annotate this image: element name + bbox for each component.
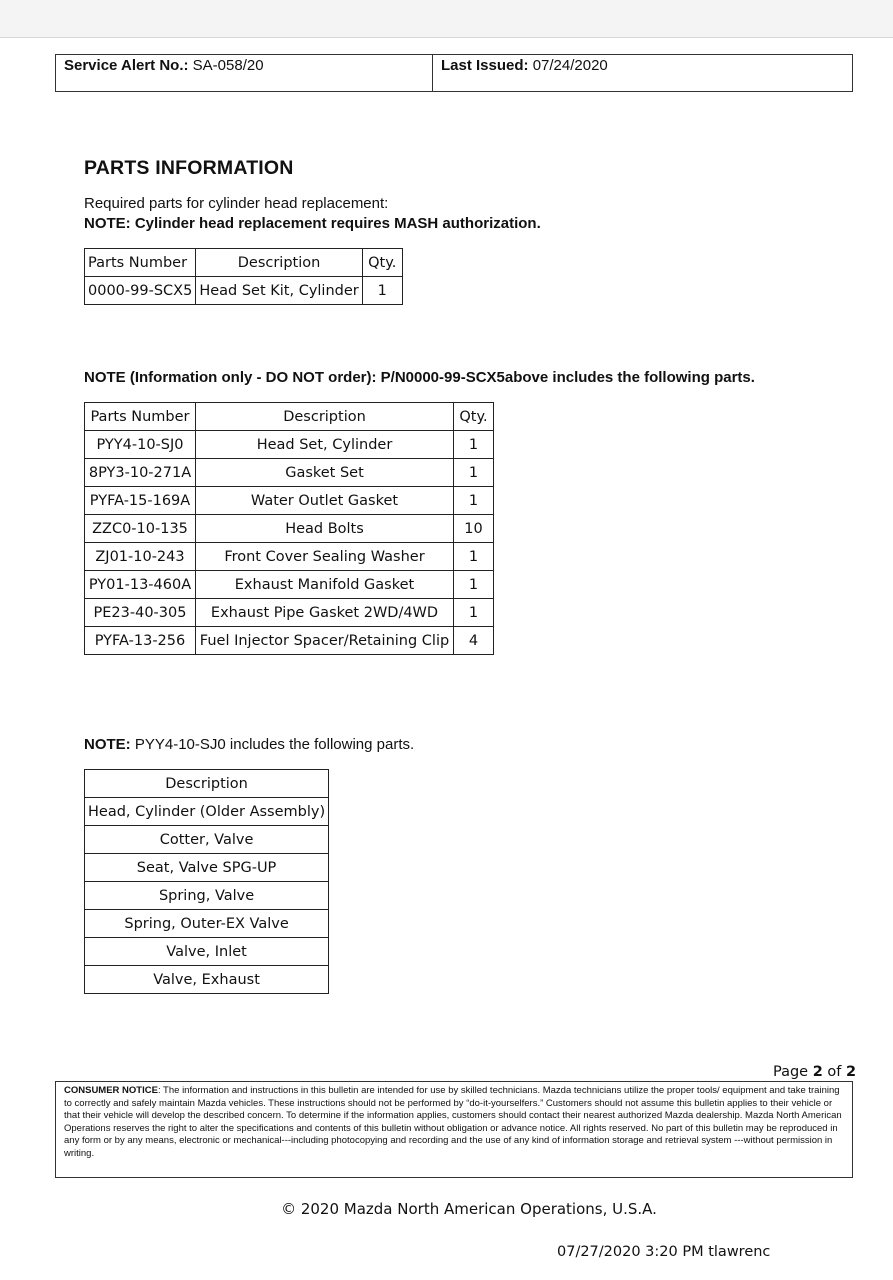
print-timestamp: 07/27/2020 3:20 PM tlawrenc: [557, 1244, 771, 1260]
column-header: Description: [85, 770, 329, 798]
table-row: [85, 487, 494, 515]
head-set-note: [84, 736, 414, 753]
note-label: NOTE:: [84, 736, 131, 753]
table-cell: Head Set Kit, Cylinder: [196, 277, 362, 305]
table-cell: ZZC0-10-135: [85, 515, 196, 543]
table-cell: 4: [454, 627, 494, 655]
mash-note: NOTE: Cylinder head replacement requires MASH authorization.: [84, 215, 541, 232]
parts-kit-table: [84, 248, 403, 305]
parts-intro: Required parts for cylinder head replacement:: [84, 195, 389, 212]
table-cell: 1: [362, 277, 402, 305]
table-row: [85, 431, 494, 459]
table-row: [85, 599, 494, 627]
table-row: [85, 882, 329, 910]
table-cell: PYY4-10-SJ0: [85, 431, 196, 459]
kit-contents-note: NOTE (Information only - DO NOT order): P/N0000-99-SCX5above includes the following parts.: [84, 369, 755, 386]
table-row: [85, 826, 329, 854]
table-row: [85, 910, 329, 938]
table-cell: 1: [454, 459, 494, 487]
page-word: Page: [773, 1064, 809, 1080]
head-set-contents-table: [84, 769, 329, 994]
kit-contents-table: [84, 402, 494, 655]
table-row: [85, 277, 403, 305]
table-cell: Valve, Exhaust: [85, 966, 329, 994]
table-header-row: [85, 403, 494, 431]
table-cell: Head Set, Cylinder: [196, 431, 454, 459]
table-cell: Valve, Inlet: [85, 938, 329, 966]
page-number: [773, 1064, 856, 1080]
table-cell: 1: [454, 599, 494, 627]
copyright-line: © 2020 Mazda North American Operations, U.S.A.: [281, 1200, 657, 1218]
table-header-row: [85, 249, 403, 277]
service-alert-value: SA-058/20: [192, 57, 264, 74]
table-cell: PY01-13-460A: [85, 571, 196, 599]
table-cell: Exhaust Manifold Gasket: [196, 571, 454, 599]
page-current: 2: [812, 1064, 823, 1080]
table-row: [85, 798, 329, 826]
page-total: 2: [846, 1064, 857, 1080]
table-cell: 0000-99-SCX5: [85, 277, 196, 305]
last-issued-label: Last Issued:: [441, 57, 529, 74]
column-header: Qty.: [362, 249, 402, 277]
table-row: [85, 854, 329, 882]
table-cell: Seat, Valve SPG-UP: [85, 854, 329, 882]
table-row: [85, 571, 494, 599]
table-cell: 10: [454, 515, 494, 543]
last-issued-value: 07/24/2020: [532, 57, 608, 74]
column-header: Qty.: [454, 403, 494, 431]
service-alert-cell: [56, 55, 433, 91]
column-header: Parts Number: [85, 249, 196, 277]
table-row: [85, 938, 329, 966]
table-cell: Cotter, Valve: [85, 826, 329, 854]
table-cell: Head Bolts: [196, 515, 454, 543]
table-cell: PYFA-15-169A: [85, 487, 196, 515]
table-row: [85, 627, 494, 655]
table-row: [85, 966, 329, 994]
table-cell: ZJ01-10-243: [85, 543, 196, 571]
table-cell: Gasket Set: [196, 459, 454, 487]
table-cell: PE23-40-305: [85, 599, 196, 627]
table-cell: Head, Cylinder (Older Assembly): [85, 798, 329, 826]
consumer-notice-text: : The information and instructions in this bulletin are intended for use by skilled technicians. Mazda technicians utilize the proper tools/ equipment and take training to correctly and safely maintain Mazda vehicles. These instructions should not be performed by “do-it-yourselfers.” Customers should not assume this bulletin applies to their vehicle or that their vehicle will develop the described concern. To determine if the information applies, customers should contact their nearest authorized Mazda dealership. Mazda North American Operations reserves the right to alter the specifications and contents of this bulletin without obligation or advance notice. All rights reserved. No part of this bulletin may be reproduced in any form or by any means, electronic or mechanical---including photocopying and recording and the use of any kind of information storage and retrieval system ---without permission in writing.: [64, 1085, 842, 1159]
table-cell: 8PY3-10-271A: [85, 459, 196, 487]
table-cell: Spring, Outer-EX Valve: [85, 910, 329, 938]
table-cell: Exhaust Pipe Gasket 2WD/4WD: [196, 599, 454, 627]
consumer-notice: [55, 1081, 853, 1178]
table-cell: Spring, Valve: [85, 882, 329, 910]
table-row: [85, 459, 494, 487]
page-of-word: of: [827, 1064, 842, 1080]
column-header: Parts Number: [85, 403, 196, 431]
table-cell: Front Cover Sealing Washer: [196, 543, 454, 571]
table-cell: Water Outlet Gasket: [196, 487, 454, 515]
column-header: Description: [196, 403, 454, 431]
table-cell: 1: [454, 431, 494, 459]
column-header: Description: [196, 249, 362, 277]
service-alert-label: Service Alert No.:: [64, 57, 189, 74]
consumer-notice-label: CONSUMER NOTICE: [64, 1085, 158, 1096]
header-box: [55, 54, 853, 92]
parts-information-heading: PARTS INFORMATION: [84, 157, 294, 179]
table-header-row: [85, 770, 329, 798]
table-cell: 1: [454, 571, 494, 599]
table-cell: 1: [454, 543, 494, 571]
table-cell: PYFA-13-256: [85, 627, 196, 655]
table-cell: 1: [454, 487, 494, 515]
note-text: PYY4-10-SJ0 includes the following parts.: [134, 736, 415, 753]
table-row: [85, 543, 494, 571]
table-row: [85, 515, 494, 543]
top-bar: [0, 0, 893, 38]
last-issued-cell: [433, 55, 616, 91]
table-cell: Fuel Injector Spacer/Retaining Clip: [196, 627, 454, 655]
